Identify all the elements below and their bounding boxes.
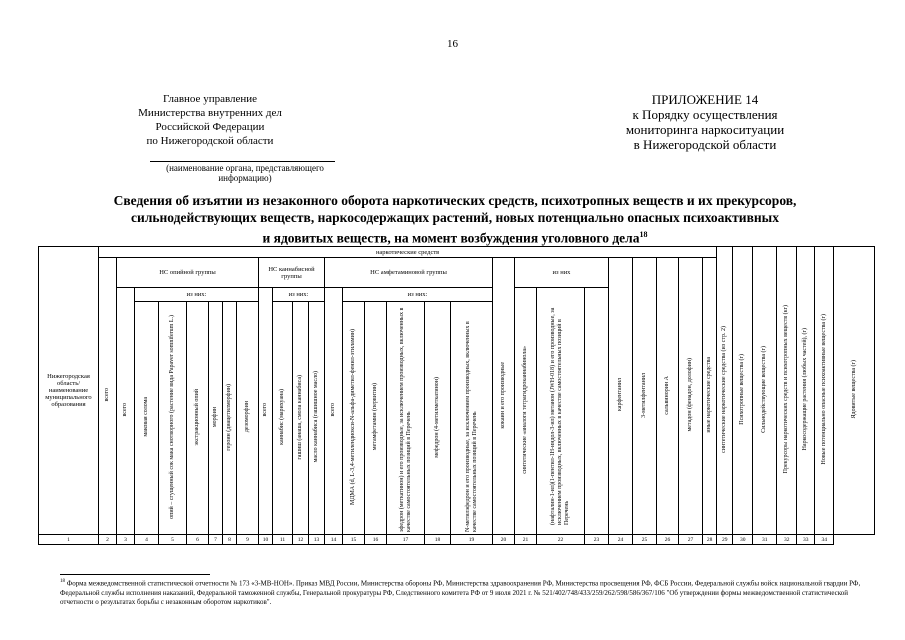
col-number: 11 bbox=[273, 535, 293, 545]
footnote-ref: 18 bbox=[639, 230, 648, 239]
col-19-header: N-метилэфедрон и его производные, за исключением производных, включенных в качестве самостоятельных позиций в Перечень bbox=[451, 302, 493, 535]
col-number: 34 bbox=[815, 535, 834, 545]
appendix-line: в Нижегородской области bbox=[633, 137, 777, 152]
cannabis-of-them-header: из них: bbox=[273, 288, 325, 302]
other-of-them-header: из них bbox=[515, 258, 609, 288]
region-header: Нижегородская область/ наименование муниципального образования bbox=[39, 247, 99, 535]
title-line bbox=[60, 226, 850, 247]
col-number: 30 bbox=[733, 535, 753, 545]
col-12-header: гашиш (анаша, смола каннабиса) bbox=[293, 302, 309, 535]
col-number: 1 bbox=[39, 535, 99, 545]
col-number: 28 bbox=[703, 535, 717, 545]
col-number: 15 bbox=[343, 535, 365, 545]
organization-block bbox=[115, 92, 305, 148]
footnote-separator bbox=[60, 574, 210, 575]
title-line: Сведения об изъятии из незаконного оборота наркотических средств, психотропных веществ и их прекурсоров, bbox=[113, 193, 797, 208]
amphetamine-of-them-header: из них: bbox=[343, 288, 493, 302]
org-caption: (наименование органа, представляющего информацию) bbox=[166, 163, 324, 183]
col-number: 9 bbox=[237, 535, 259, 545]
col-number: 3 bbox=[117, 535, 135, 545]
col-number: 4 bbox=[135, 535, 159, 545]
col-6-header: экстракционный опий bbox=[187, 302, 209, 535]
org-underline bbox=[150, 161, 335, 162]
col-number: 2 bbox=[99, 535, 117, 545]
col-number: 24 bbox=[609, 535, 633, 545]
col-number: 20 bbox=[493, 535, 515, 545]
col-31-header: Прекурсоры наркотических средств и психотропных веществ (кг) bbox=[777, 247, 797, 535]
appendix-block bbox=[590, 92, 820, 152]
seizure-table bbox=[38, 246, 875, 545]
org-line: Российской Федерации bbox=[155, 121, 265, 133]
col-5-header: опий – сгущенный сок мака снотворного (растение вида Papaver somniferum L.) bbox=[159, 302, 187, 535]
col-number: 23 bbox=[585, 535, 609, 545]
col-number: 33 bbox=[797, 535, 815, 545]
col-34-header: Ядовитые вещества (г) bbox=[834, 247, 875, 535]
col-17-header: эфедрон (меткатинон) и его производные, за исключением производных, включенных в качестве самостоятельных позиций в Перечень bbox=[387, 302, 425, 535]
col-number: 8 bbox=[223, 535, 237, 545]
col-number: 14 bbox=[325, 535, 343, 545]
appendix-line: ПРИЛОЖЕНИЕ 14 bbox=[651, 92, 759, 107]
col-11-header: каннабис (марихуана) bbox=[273, 302, 293, 535]
col-7-header: морфин bbox=[209, 302, 223, 535]
col-23-header: карфентанил bbox=[609, 258, 633, 535]
col-20-header: кокаин и его производные bbox=[493, 258, 515, 535]
col-25-header: сальвинорин А bbox=[657, 258, 679, 535]
col-number: 31 bbox=[753, 535, 777, 545]
col-number: 22 bbox=[537, 535, 585, 545]
col-number: 27 bbox=[679, 535, 703, 545]
column-numbers-row bbox=[39, 535, 875, 545]
col-3-header: всего bbox=[117, 288, 135, 535]
col-number: 5 bbox=[159, 535, 187, 545]
col-33-header: Новые потенциально опасные психоактивные вещества (г) bbox=[815, 247, 834, 535]
col-number: 25 bbox=[633, 535, 657, 545]
col-number: 19 bbox=[451, 535, 493, 545]
appendix-line: мониторинга наркоситуации bbox=[625, 122, 785, 137]
col-30-header: Сильнодействующие вещества (г) bbox=[753, 247, 777, 535]
document-title bbox=[60, 192, 850, 247]
col-number: 16 bbox=[365, 535, 387, 545]
col-2-header: всего bbox=[99, 258, 117, 535]
col-18-header: мефедрон (4-метилметкатинон) bbox=[425, 302, 451, 535]
col-29-header: Психотропные вещества (г) bbox=[733, 247, 753, 535]
amphetamine-group-header: НС амфетаминовой группы bbox=[325, 258, 493, 288]
col-22-header: (нафталин-1-ил)(1-пентил-1Н-индол-3-ил) метанон (JWH-018) и его производные, за исключением производных, включенных в качестве самостоятельных позиций в Перечень bbox=[537, 288, 585, 535]
col-28-header: синтетические наркотические средства (из стр. 2) bbox=[717, 247, 733, 535]
col-21-header: синтетические «аналоги тетрагидроканнабинола» bbox=[515, 288, 537, 535]
col-number: 21 bbox=[515, 535, 537, 545]
col-number: 10 bbox=[259, 535, 273, 545]
col-number: 13 bbox=[309, 535, 325, 545]
col-15-header: МДМА (d, L-3,4-метилендиокси-N-альфа-диметил-фенил-этиламин) bbox=[343, 302, 365, 535]
col-number: 12 bbox=[293, 535, 309, 545]
col-14-header: всего bbox=[325, 288, 343, 535]
col-9-header: дезоморфин bbox=[237, 302, 259, 535]
col-number: 26 bbox=[657, 535, 679, 545]
footnote-text: Форма межведомственной статистической отчетности № 173 «3-МВ-НОН». Приказ МВД России, Министерства обороны РФ, Министерства здравоохранения РФ, Министерства просвещения РФ, ФСБ России, Федеральной службы войск национальной гвардии РФ, Федеральной службы исполнения наказаний, Федеральной таможенной службы, Генеральной прокуратуры РФ, Следственного комитета РФ от 9 июля 2021 г. № 521/402/748/433/259/262/598/586/367/106 "Об утверждении формы межведомственной статистической отчетности о результатах борьбы с незаконным оборотом наркотиков". bbox=[60, 579, 861, 607]
col-number: 7 bbox=[209, 535, 223, 545]
col-26-header: метадон (фенадон, долофин) bbox=[679, 258, 703, 535]
col-13-header: масло каннабиса (гашишное масло) bbox=[309, 302, 325, 535]
col-number: 32 bbox=[777, 535, 797, 545]
org-line: Министерства внутренних дел bbox=[138, 107, 282, 119]
opium-of-them-header: из них: bbox=[135, 288, 259, 302]
col-4-header: маковая солома bbox=[135, 302, 159, 535]
footnote bbox=[60, 577, 875, 608]
org-line: Главное управление bbox=[162, 93, 258, 105]
col-8-header: героин (диацетилморфин) bbox=[223, 302, 237, 535]
col-27-header: иные наркотические средства bbox=[703, 258, 717, 535]
cannabis-group-header: НС каннабисной группы bbox=[259, 258, 325, 288]
col-16-header: метамфетамин (первитин) bbox=[365, 302, 387, 535]
col-number: 18 bbox=[425, 535, 451, 545]
narcotics-header: наркотические средств bbox=[99, 247, 717, 258]
col-number: 6 bbox=[187, 535, 209, 545]
opium-group-header: НС опийной группы bbox=[117, 258, 259, 288]
title-line: сильнодействующих веществ, наркосодержащих растений, новых потенциально опасных психоактивных bbox=[131, 210, 779, 225]
org-line: по Нижегородской области bbox=[146, 135, 274, 147]
title-text: и ядовитых веществ, на момент возбуждения уголовного дела bbox=[262, 230, 640, 246]
col-32-header: Наркосодержащие растения (любых частей), (г) bbox=[797, 247, 815, 535]
page-number: 16 bbox=[447, 38, 458, 50]
col-number: 29 bbox=[717, 535, 733, 545]
col-number: 17 bbox=[387, 535, 425, 545]
col-10-header: всего bbox=[259, 288, 273, 535]
footnote-mark: 18 bbox=[60, 579, 65, 584]
appendix-line: к Порядку осуществления bbox=[632, 107, 778, 122]
col-24-header: 3-метилфентанил bbox=[633, 258, 657, 535]
